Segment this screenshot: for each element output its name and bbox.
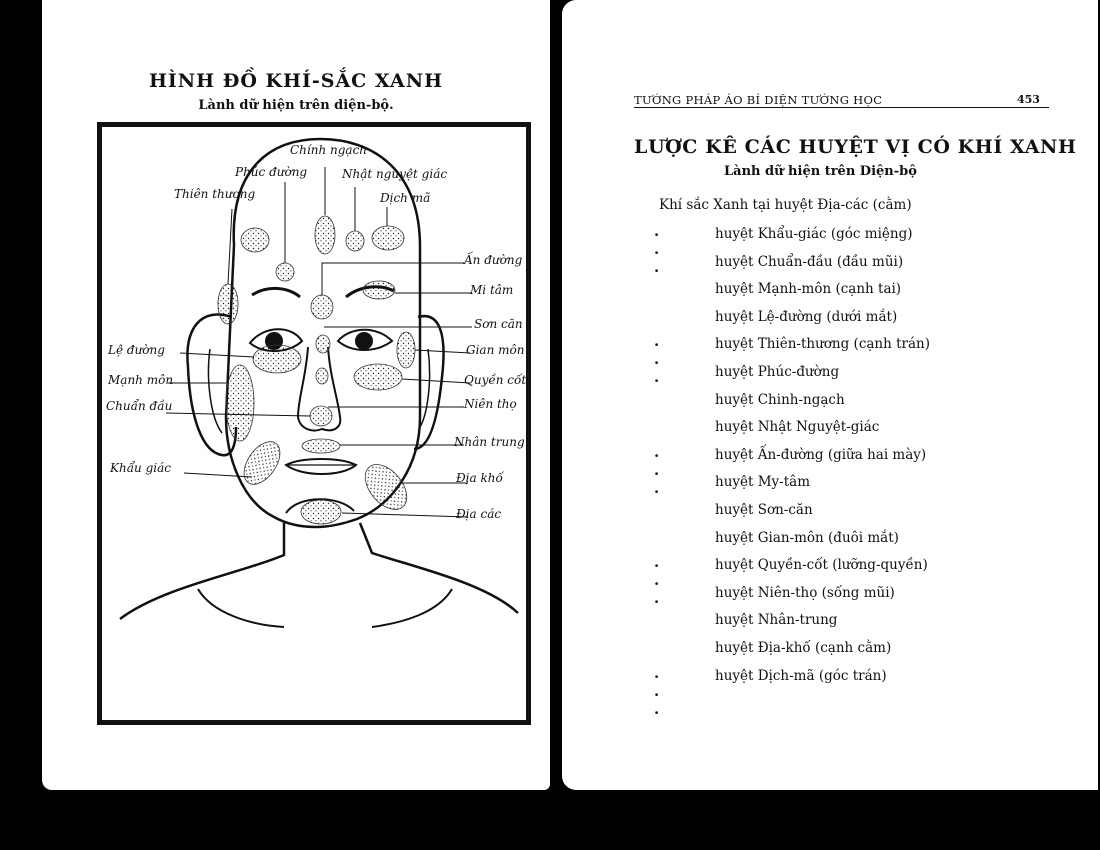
list-item-dots: . . . (654, 222, 668, 276)
label-nien-tho: Niên thọ (464, 397, 517, 411)
list-item: huyệt Chinh-ngạch (715, 392, 845, 408)
list-item: huyệt My-tâm (715, 474, 811, 490)
running-head (634, 93, 1049, 108)
left-eyebrow (252, 288, 300, 297)
label-chinh-ngach: Chính ngạch (290, 143, 368, 157)
neck-shoulders (120, 523, 518, 619)
label-nhat-nguyet-giac: Nhật nguyệt giác (342, 167, 448, 181)
label-le-duong: Lệ đường (108, 343, 165, 357)
label-thien-thuong: Thiên thương (174, 187, 256, 201)
label-quyen-cot: Quyền cốt (464, 373, 527, 387)
list-item: huyệt Chuẩn-đầu (đầu mũi) (715, 254, 904, 270)
list-page-subtitle: Lành dữ hiện trên Diện-bộ (724, 164, 917, 179)
list-item: huyệt Mạnh-môn (cạnh tai) (715, 281, 902, 297)
label-son-can: Sơn căn (474, 317, 523, 331)
diagram-page-subtitle: Lành dữ hiện trên diện-bộ. (198, 98, 394, 113)
label-nhan-trung: Nhân trung (454, 435, 525, 449)
label-dia-cac: Địa các (456, 507, 502, 521)
label-khau-giac: Khẩu giác (110, 461, 171, 475)
label-mi-tam: Mi tâm (470, 283, 514, 297)
list-item: huyệt Lệ-đường (dưới mắt) (715, 309, 898, 325)
list-item-dots: . . . (654, 553, 668, 607)
list-item: huyệt Ấn-đường (giữa hai mày) (715, 447, 927, 463)
list-item: huyệt Sơn-căn (715, 502, 813, 518)
list-item: huyệt Gian-môn (đuôi mắt) (715, 530, 899, 546)
list-item: huyệt Niên-thọ (sống mũi) (715, 585, 895, 601)
stippled-areas (218, 216, 415, 524)
intro-line: Khí sắc Xanh tại huyệt Địa-các (cằm) (659, 197, 912, 213)
label-dia-kho: Địa khố (456, 471, 503, 485)
left-page (42, 0, 550, 790)
list-item: huyệt Địa-khố (cạnh cằm) (715, 640, 892, 656)
list-item-dots: . . . (654, 443, 668, 497)
list-page-title: LƯỢC KÊ CÁC HUYỆT VỊ CÓ KHÍ XANH (634, 136, 1077, 158)
label-an-duong: Ấn đường (464, 253, 523, 267)
page-number: 453 (1017, 93, 1040, 106)
list-item: huyệt Nhân-trung (715, 612, 838, 628)
mouth (286, 459, 356, 474)
running-head-text: TƯỚNG PHÁP ÁO BÍ DIỆN TƯỚNG HỌC (634, 93, 883, 107)
diagram-page-title: HÌNH ĐỒ KHÍ-SẮC XANH (148, 70, 444, 92)
label-dich-ma: Dịch mã (380, 191, 431, 205)
list-item: huyệt Dịch-mã (góc trán) (715, 668, 887, 684)
face-diagram-frame (97, 122, 531, 725)
label-manh-mon: Mạnh môn (108, 373, 174, 387)
list-item: huyệt Quyền-cốt (lưỡng-quyền) (715, 557, 928, 573)
list-item: huyệt Nhật Nguyệt-giác (715, 419, 880, 435)
right-page (562, 0, 1098, 790)
label-phuc-duong: Phúc đường (235, 165, 308, 179)
list-item-dots: . . . (654, 332, 668, 386)
label-gian-mon: Gian môn (466, 343, 525, 357)
list-item: huyệt Phúc-đường (715, 364, 840, 380)
label-chuan-dau: Chuẩn đầu (106, 399, 173, 413)
list-item: huyệt Thiên-thương (cạnh trán) (715, 336, 930, 352)
list-item-dots: . . . (654, 664, 668, 718)
face-diagram (102, 127, 526, 720)
list-item: huyệt Khẩu-giác (góc miệng) (715, 226, 913, 242)
